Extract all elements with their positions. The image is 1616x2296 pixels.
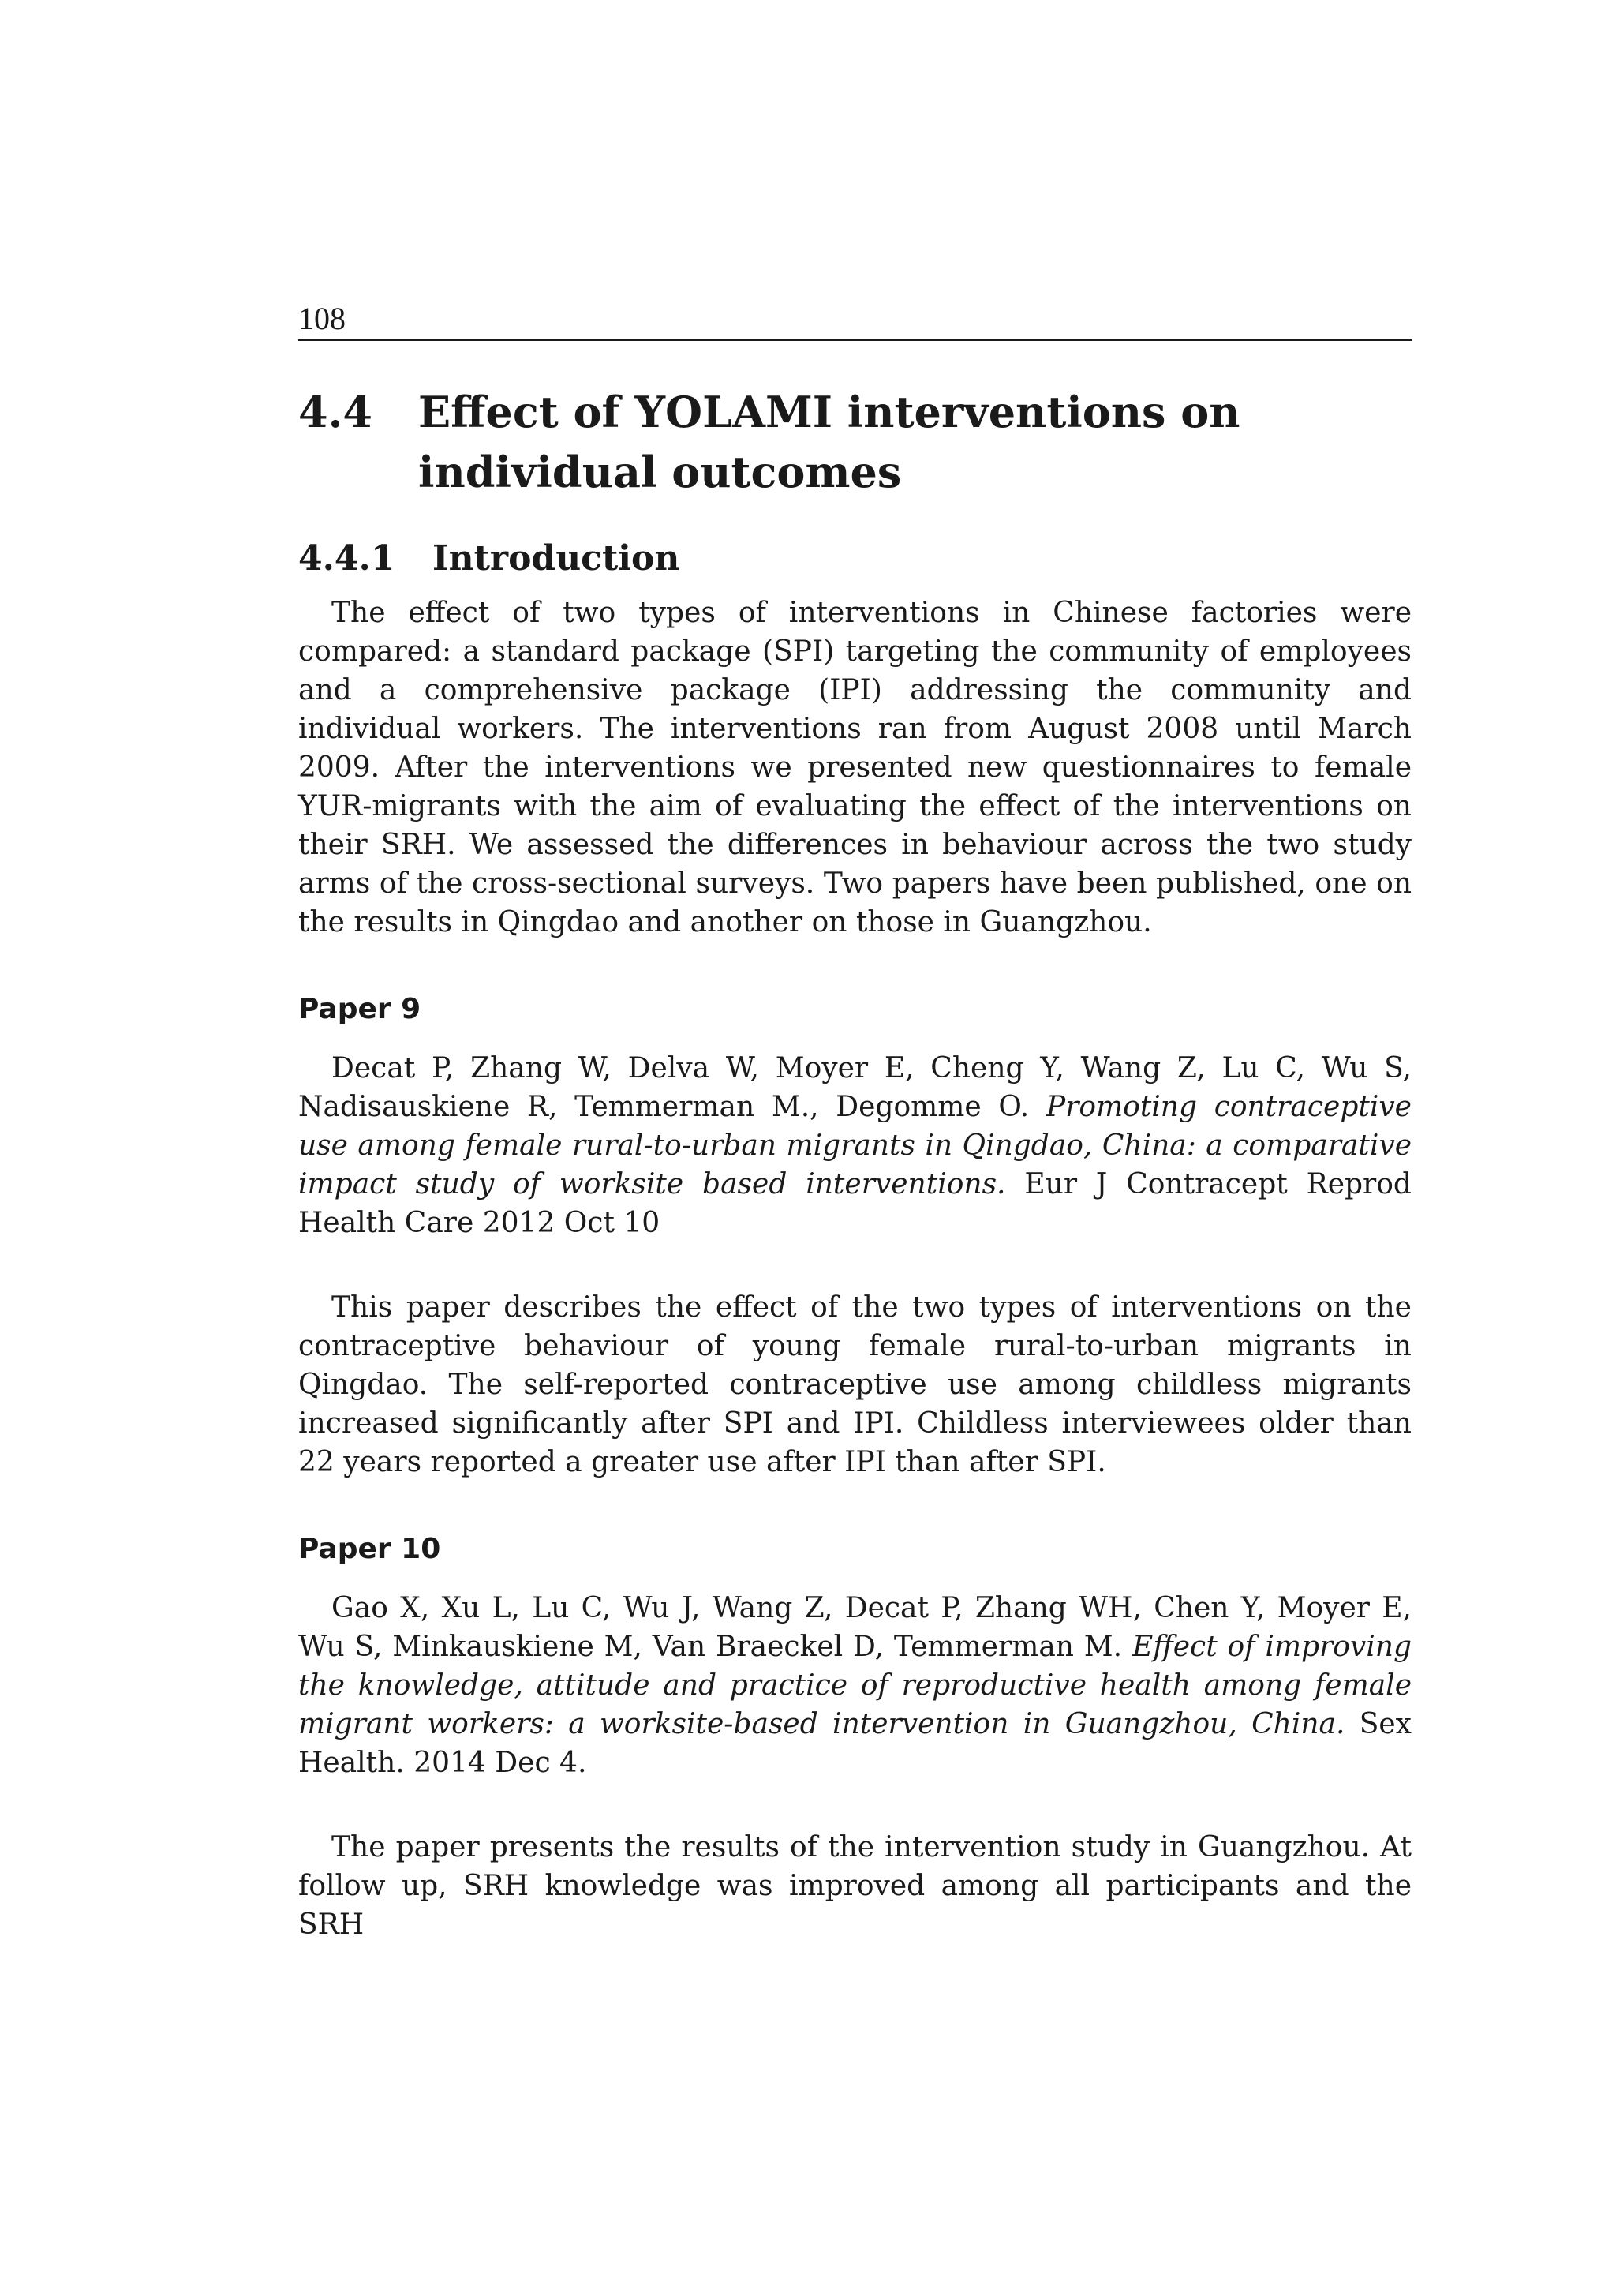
citation-title: Effect of improving the knowledge, attitude and practice of reproductive health among female migrant workers: a worksite-based intervention in Guangzhou, China. [298, 1631, 1412, 1740]
subsection-title: Introduction [432, 538, 680, 579]
paper-heading: Paper 9 [298, 993, 421, 1025]
paper-heading: Paper 10 [298, 1533, 441, 1565]
section-title: Effect of YOLAMI interventions on individual outcomes [418, 387, 1240, 497]
document-page [298, 300, 1412, 1944]
citation-title: Promoting contraceptive use among female rural-to-urban migrants in Qingdao, China: a comparative impact study of worksite based interventions. [298, 1091, 1412, 1200]
citation-source: Eur J Contracept Reprod Health Care 2012 Oct 10 [298, 1168, 1412, 1239]
paper-citation [298, 1589, 1412, 1782]
citation-source: Sex Health. 2014 Dec 4. [298, 1708, 1412, 1779]
section-number: 4.4 [298, 387, 372, 437]
paper-summary: This paper describes the effect of the two types of interventions on the contraceptive behaviour of young female rural-to-urban migrants in Qingdao. The self-reported contraceptive use among childless migrants increased significantly after SPI and IPI. Childless interviewees older than 22 years reported a greater use after IPI than after SPI. [298, 1291, 1412, 1478]
page-number: 108 [298, 300, 1412, 341]
citation-authors: Gao X, Xu L, Lu C, Wu J, Wang Z, Decat P, Zhang WH, Chen Y, Moyer E, Wu S, Minkauskiene M, Van Braeckel D, Temmerman M. [298, 1592, 1412, 1663]
subsection-number: 4.4.1 [298, 538, 395, 579]
subsection-heading [298, 537, 1412, 581]
citation-authors: Decat P, Zhang W, Delva W, Moyer E, Cheng Y, Wang Z, Lu C, Wu S, Nadisauskiene R, Temmerman M., Degomme O. [298, 1052, 1412, 1123]
paper-citation [298, 1049, 1412, 1242]
intro-paragraph: The effect of two types of interventions in Chinese factories were compared: a standard package (SPI) targeting the community of employees and a comprehensive package (IPI) addressing the community and individual workers. The interventions ran from August 2008 until March 2009. After the interventions we presented new questionnaires to female YUR-migrants with the aim of evaluating the effect of the interventions on their SRH. We assessed the differences in behaviour across the two study arms of the cross-sectional surveys. Two papers have been published, one on the results in Qingdao and another on those in Guangzhou. [298, 597, 1412, 938]
section-heading [298, 382, 1412, 502]
paper-summary: The paper presents the results of the intervention study in Guangzhou. At follow up, SRH knowledge was improved among all participants and the SRH [298, 1831, 1412, 1941]
